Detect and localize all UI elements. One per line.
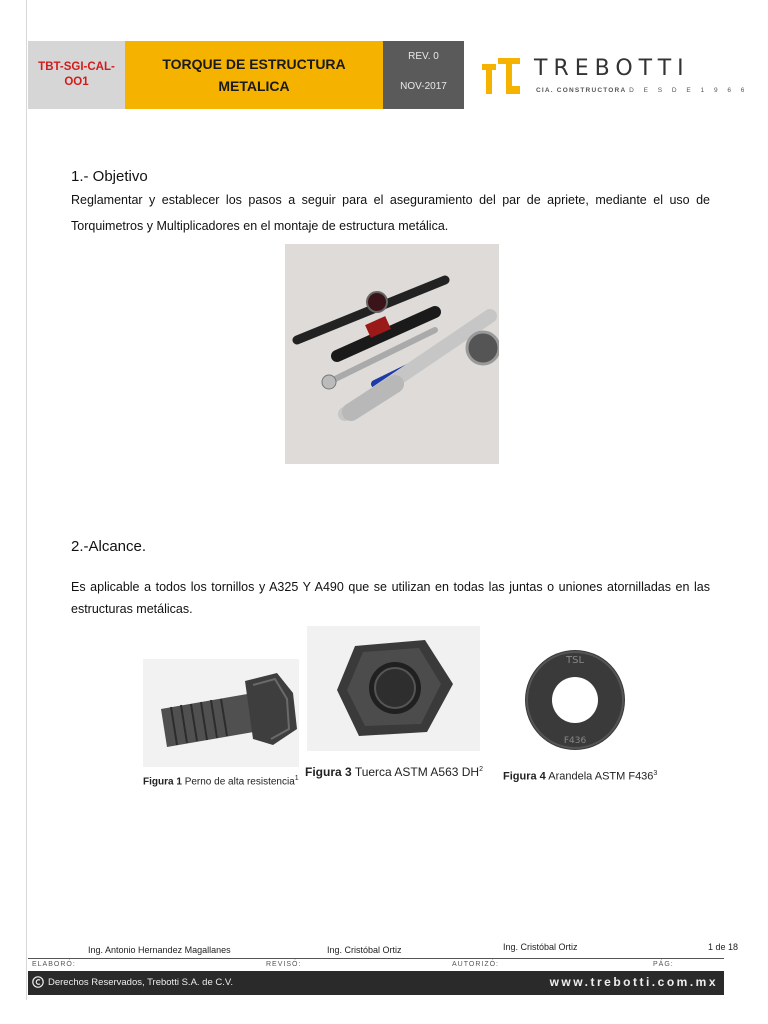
page-left-border — [26, 0, 27, 1000]
nut-photo — [307, 626, 480, 751]
figure-1-caption — [143, 775, 299, 787]
section-objetivo-heading: 1.- Objetivo — [71, 168, 148, 185]
revision-date: NOV-2017 — [400, 81, 447, 92]
copyright-text: Derechos Reservados, Trebotti S.A. de C.V. — [48, 976, 233, 988]
logo-tagline — [536, 87, 748, 94]
section-objetivo-text: Reglamentar y establecer los pasos a seguir para el aseguramiento del par de apriete, mediante el uso de Torquimetros y Multiplicadores en el montaje de estructura metálica. — [71, 193, 710, 233]
washer-photo — [520, 645, 630, 755]
figure-3-text: Tuerca ASTM A563 DH — [354, 765, 480, 779]
revision-box — [383, 41, 464, 109]
figure-3-ref: 2 — [479, 766, 483, 773]
figure-4-caption — [503, 770, 657, 783]
label-autorizo: AUTORIZÓ: — [452, 961, 499, 968]
copyright-icon — [32, 976, 44, 988]
trebotti-logo-icon — [482, 58, 522, 96]
footer-divider — [28, 958, 724, 959]
bolt-photo — [143, 659, 299, 767]
section-alcance-text: Es aplicable a todos los tornillos y A325 Y A490 que se utilizan en todas las juntas o uniones atornilladas en las estructuras metálicas. — [71, 580, 710, 616]
logo-wordmark: TREBOTTI — [534, 56, 690, 81]
figure-1-number: Figura 1 — [143, 776, 182, 788]
copyright-notice — [32, 976, 233, 988]
logo-tagline-since: D E S D E 1 9 6 6 — [629, 87, 749, 94]
label-elaboro: ELABORÓ: — [32, 961, 76, 968]
washer-marking-top: TSL — [565, 655, 585, 666]
figure-3-caption — [305, 765, 483, 779]
footer-bar — [28, 971, 724, 995]
figure-4-ref: 3 — [653, 770, 658, 777]
figure-1-text: Perno de alta resistencia — [184, 776, 295, 788]
page-number: 1 de 18 — [708, 942, 739, 952]
figure-3-number: Figura 3 — [305, 765, 352, 779]
elaboro-name: Ing. Antonio Hernandez Magallanes — [88, 945, 231, 955]
logo-tagline-company: CIA. CONSTRUCTORA — [536, 87, 627, 94]
autorizo-name: Ing. Cristóbal Ortiz — [503, 942, 578, 952]
revision-number: REV. 0 — [408, 51, 439, 62]
label-reviso: REVISÓ: — [266, 961, 302, 968]
washer-marking-bottom: F436 — [563, 736, 587, 746]
label-pag: PÁG: — [653, 961, 674, 968]
footer-labels — [28, 960, 724, 971]
document-code: TBT-SGI-CAL-OO1 — [28, 41, 125, 109]
figure-4-number: Figura 4 — [503, 770, 546, 783]
document-title: TORQUE DE ESTRUCTURA METALICA — [125, 41, 383, 109]
section-alcance-heading: 2.-Alcance. — [71, 538, 147, 555]
website-link[interactable]: www.trebotti.com.mx — [549, 975, 718, 989]
figure-4-text: Arandela ASTM F436 — [548, 770, 654, 783]
reviso-name: Ing. Cristóbal Ortiz — [327, 945, 402, 955]
torque-wrenches-photo — [285, 244, 499, 464]
figure-1-ref: 1 — [294, 775, 299, 782]
